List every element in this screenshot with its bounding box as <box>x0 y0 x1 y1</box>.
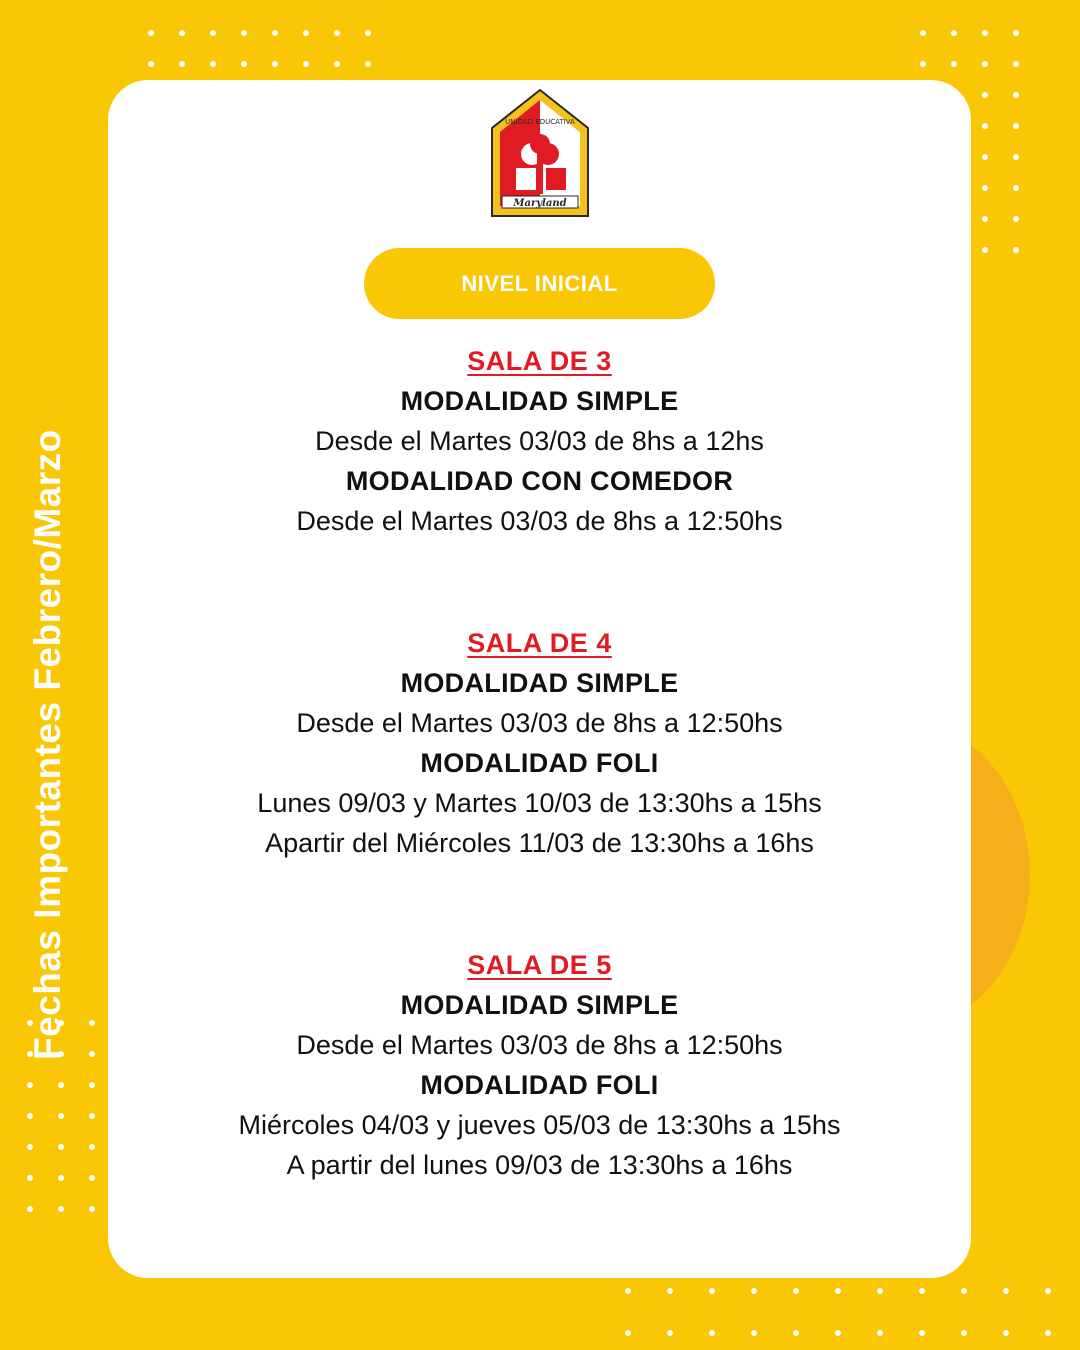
decorative-dot <box>27 1175 33 1181</box>
side-title: Fechas Importantes Febrero/Marzo <box>27 429 68 1060</box>
content-card <box>108 80 971 1278</box>
decorative-dot <box>920 30 926 36</box>
decorative-dot <box>148 30 154 36</box>
decorative-dot <box>89 1144 95 1150</box>
decorative-dot <box>27 1206 33 1212</box>
decorative-dot <box>58 1175 64 1181</box>
decorative-dot <box>148 61 154 67</box>
modality-label: MODALIDAD CON COMEDOR <box>345 466 734 496</box>
decorative-dot <box>982 154 988 160</box>
decorative-dot <box>951 61 957 67</box>
decorative-dot <box>179 61 185 67</box>
decorative-dot <box>1013 123 1019 129</box>
decorative-dot <box>58 1144 64 1150</box>
section-title: SALA DE 5 <box>467 950 612 980</box>
schedule-line: A partir del lunes 09/03 de 13:30hs a 16hs <box>286 1150 793 1180</box>
decorative-dot <box>1013 185 1019 191</box>
school-logo <box>488 88 592 218</box>
decorative-dot <box>58 1113 64 1119</box>
decorative-dot <box>58 1206 64 1212</box>
decorative-dot <box>751 1288 757 1294</box>
decorative-dot <box>334 30 340 36</box>
decorative-dot <box>27 1082 33 1088</box>
decorative-dot <box>89 1206 95 1212</box>
decorative-dot <box>709 1288 715 1294</box>
section-title: SALA DE 4 <box>467 628 612 658</box>
modality-label: MODALIDAD SIMPLE <box>400 990 679 1020</box>
decorative-dot <box>667 1288 673 1294</box>
decorative-dot <box>89 1175 95 1181</box>
schedule-line: Apartir del Miércoles 11/03 de 13:30hs a 16hs <box>265 828 814 858</box>
decorative-dot <box>89 1113 95 1119</box>
decorative-dot <box>1045 1288 1051 1294</box>
logo-top-text: UNIDAD EDUCATIVA <box>505 118 575 126</box>
modality-label: MODALIDAD SIMPLE <box>400 668 679 698</box>
decorative-dot <box>1013 92 1019 98</box>
decorative-dot <box>365 61 371 67</box>
decorative-dot <box>272 30 278 36</box>
decorative-dot <box>179 30 185 36</box>
schedule-line: Miércoles 04/03 y jueves 05/03 de 13:30hs a 15hs <box>238 1110 841 1140</box>
decorative-dot <box>919 1288 925 1294</box>
decorative-dot <box>27 1144 33 1150</box>
decorative-dot <box>982 216 988 222</box>
decorative-dot <box>835 1330 841 1336</box>
schedule-line: Desde el Martes 03/03 de 8hs a 12:50hs <box>296 708 783 738</box>
decorative-dot <box>982 61 988 67</box>
modality-label: MODALIDAD SIMPLE <box>400 386 679 416</box>
decorative-dot <box>210 61 216 67</box>
decorative-dot <box>303 61 309 67</box>
decorative-dot <box>835 1288 841 1294</box>
decorative-dot <box>667 1330 673 1336</box>
decorative-dot <box>919 1330 925 1336</box>
section-sala-3 <box>108 341 971 541</box>
decorative-dot <box>89 1051 95 1057</box>
decorative-dot <box>877 1330 883 1336</box>
decorative-dot <box>1003 1330 1009 1336</box>
decorative-dot <box>951 30 957 36</box>
decorative-dot <box>751 1330 757 1336</box>
section-title: SALA DE 3 <box>467 346 612 376</box>
section-sala-4 <box>108 623 971 863</box>
logo-bottom-text: Maryland <box>513 198 567 209</box>
schedule-line: Desde el Martes 03/03 de 8hs a 12:50hs <box>296 506 783 536</box>
decorative-dot <box>303 30 309 36</box>
decorative-dot <box>241 61 247 67</box>
decorative-dot <box>334 61 340 67</box>
decorative-dot <box>27 1113 33 1119</box>
schedule-line: Desde el Martes 03/03 de 8hs a 12hs <box>315 426 764 456</box>
decorative-dot <box>89 1020 95 1026</box>
section-sala-5 <box>108 945 971 1185</box>
decorative-dot <box>961 1330 967 1336</box>
decorative-dot <box>961 1288 967 1294</box>
decorative-dot <box>1045 1330 1051 1336</box>
decorative-dot <box>982 30 988 36</box>
decorative-dot <box>625 1288 631 1294</box>
decorative-dot <box>1003 1288 1009 1294</box>
decorative-dot <box>58 1082 64 1088</box>
schedule-line: Lunes 09/03 y Martes 10/03 de 13:30hs a 15hs <box>257 788 822 818</box>
decorative-dot <box>365 30 371 36</box>
decorative-dot <box>709 1330 715 1336</box>
schedule-line: Desde el Martes 03/03 de 8hs a 12:50hs <box>296 1030 783 1060</box>
decorative-dot <box>982 123 988 129</box>
decorative-dot <box>272 61 278 67</box>
decorative-dot <box>1013 247 1019 253</box>
decorative-dot <box>793 1288 799 1294</box>
decorative-dot <box>210 30 216 36</box>
decorative-dot <box>982 247 988 253</box>
decorative-dot <box>920 61 926 67</box>
decorative-dot <box>1013 61 1019 67</box>
decorative-dot <box>241 30 247 36</box>
decorative-dot <box>793 1330 799 1336</box>
decorative-dot <box>1013 30 1019 36</box>
decorative-dot <box>89 1082 95 1088</box>
modality-label: MODALIDAD FOLI <box>420 1070 659 1100</box>
decorative-dot <box>982 92 988 98</box>
decorative-dot <box>625 1330 631 1336</box>
decorative-dot <box>877 1288 883 1294</box>
level-pill: NIVEL INICIAL <box>364 248 715 319</box>
decorative-dot <box>1013 216 1019 222</box>
decorative-dot <box>982 185 988 191</box>
decorative-dot <box>1013 154 1019 160</box>
modality-label: MODALIDAD FOLI <box>420 748 659 778</box>
